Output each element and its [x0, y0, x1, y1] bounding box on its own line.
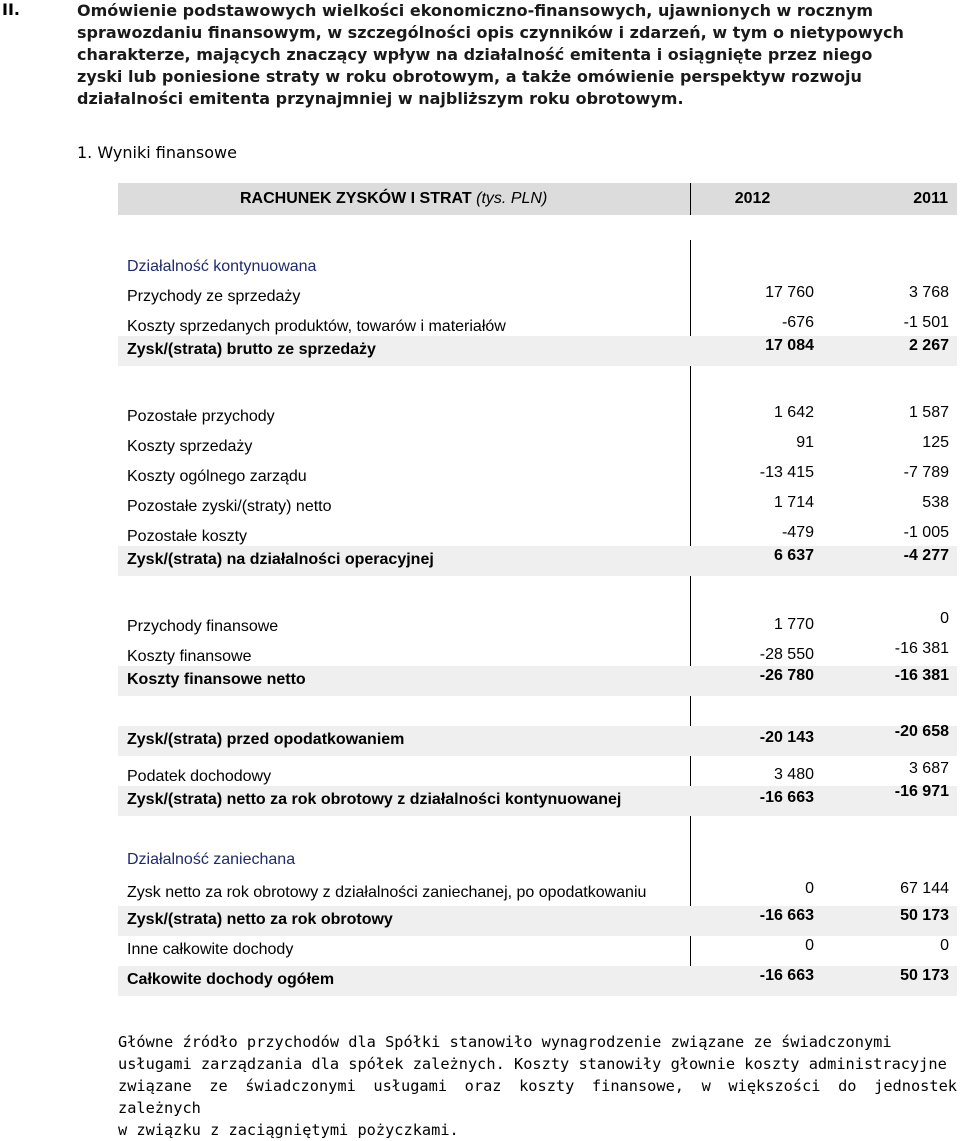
value-2012: -676	[781, 314, 814, 331]
column-divider	[690, 183, 691, 215]
value-2011: 0	[940, 610, 949, 627]
table-row	[118, 546, 957, 576]
row-label: Zysk/(strata) netto za rok obrotowy z działalności kontynuowanej	[127, 791, 622, 808]
value-2012: -16 663	[759, 907, 814, 924]
value-2011: 1 587	[908, 404, 949, 421]
value-2012: 6 637	[773, 547, 814, 564]
row-label: Zysk/(strata) netto za rok obrotowy	[127, 911, 393, 928]
paragraph-line: w związku z zaciągniętymi pożyczkami.	[118, 1121, 459, 1139]
table-row	[118, 783, 957, 816]
table-row	[118, 493, 957, 523]
value-2011: 3 768	[908, 284, 949, 301]
row-label: Pozostałe koszty	[127, 528, 248, 545]
value-2012: 0	[805, 880, 814, 897]
paragraph-line: związane ze świadczonymi usługami oraz koszty finansowe, w większości do jednostek zależnych	[118, 1077, 957, 1117]
heading-line: charakterze, mających znaczący wpływ na działalność emitenta i osiągnięte przez niego	[77, 45, 873, 64]
heading-line: Omówienie podstawowych wielkości ekonomiczno-finansowych, ujawnionych w rocznym	[77, 1, 874, 20]
row-label: Całkowite dochody ogółem	[127, 971, 335, 988]
row-label: Koszty finansowe	[127, 648, 252, 665]
value-2011: 2 267	[908, 337, 949, 354]
table-unit: (tys. PLN)	[476, 190, 548, 207]
value-2012: 3 480	[773, 766, 814, 783]
row-label: Koszty ogólnego zarządu	[127, 468, 307, 485]
table-row	[118, 463, 957, 493]
row-label: Działalność kontynuowana	[127, 258, 317, 275]
value-2011: 50 173	[900, 967, 949, 984]
value-2011: -16 381	[894, 667, 949, 684]
heading-line: sprawozdaniu finansowym, w szczególności opis czynników i zdarzeń, w tym o nietypowych	[77, 23, 904, 42]
row-label: Koszty sprzedaży	[127, 438, 253, 455]
row-label: Zysk/(strata) na działalności operacyjnej	[127, 551, 434, 568]
value-2011: 0	[940, 937, 949, 954]
table-row	[118, 906, 957, 936]
row-label: Koszty finansowe netto	[127, 671, 306, 688]
row-label: Zysk netto za rok obrotowy z działalności zaniechanej, po opodatkowaniu	[127, 884, 647, 901]
row-label: Pozostałe przychody	[127, 408, 275, 425]
value-2011: -16 971	[894, 783, 949, 800]
heading-line: zyski lub poniesione straty w roku obrotowym, a także omówienie perspektyw rozwoju	[77, 67, 862, 86]
value-2012: -13 415	[759, 464, 814, 481]
value-2012: 1 770	[773, 616, 814, 633]
summary-paragraph	[118, 1031, 957, 1141]
value-2012: -20 143	[759, 729, 814, 746]
table-row	[118, 966, 957, 996]
value-2011: -4 277	[903, 547, 949, 564]
value-2012: -26 780	[759, 667, 814, 684]
table-row	[118, 403, 957, 433]
table-row	[118, 253, 957, 283]
table-row	[118, 610, 957, 643]
column-header-2012: 2012	[734, 190, 771, 207]
table-row	[118, 336, 957, 366]
table-row	[118, 433, 957, 463]
row-label: Inne całkowite dochody	[127, 941, 294, 958]
table-title-text: RACHUNEK ZYSKÓW I STRAT	[240, 190, 472, 207]
table-row	[118, 666, 957, 696]
value-2011: -20 658	[894, 723, 949, 740]
table-row	[118, 283, 957, 313]
row-label: Koszty sprzedanych produktów, towarów i materiałów	[127, 318, 506, 335]
value-2012: -16 663	[759, 789, 814, 806]
value-2011: 3 687	[908, 760, 949, 777]
value-2012: -28 550	[759, 646, 814, 663]
column-header-2011: 2011	[913, 190, 948, 207]
table-row	[118, 936, 957, 966]
value-2012: 0	[805, 937, 814, 954]
row-label: Zysk/(strata) przed opodatkowaniem	[127, 731, 405, 748]
paragraph-line: usługami zarządzania dla spółek zależnych. Koszty stanowiły głownie koszty administracyjne	[118, 1055, 947, 1073]
value-2012: 91	[796, 434, 814, 451]
row-label: Działalność zaniechana	[127, 851, 296, 868]
value-2012: -16 663	[759, 967, 814, 984]
heading-text	[77, 0, 957, 110]
value-2012: -479	[781, 524, 814, 541]
value-2011: 50 173	[900, 907, 949, 924]
row-label: Podatek dochodowy	[127, 768, 272, 785]
heading-line: działalności emitenta przynajmniej w najbliższym roku obrotowym.	[77, 89, 684, 108]
value-2011: -1 501	[903, 314, 949, 331]
table-row	[118, 723, 957, 756]
value-2012: 17 760	[765, 284, 814, 301]
heading-number: II.	[2, 0, 20, 19]
value-2011: 538	[922, 494, 949, 511]
table-row	[118, 879, 957, 909]
value-2011: 67 144	[900, 880, 949, 897]
row-label: Przychody finansowe	[127, 618, 279, 635]
value-2011: 125	[922, 434, 949, 451]
value-2011: -7 789	[903, 464, 949, 481]
value-2011: -16 381	[894, 640, 949, 657]
row-label: Zysk/(strata) brutto ze sprzedaży	[127, 341, 376, 358]
row-label: Pozostałe zyski/(straty) netto	[127, 498, 332, 515]
value-2012: 1 642	[773, 404, 814, 421]
row-label: Przychody ze sprzedaży	[127, 288, 301, 305]
table-row	[118, 846, 957, 876]
value-2011: -1 005	[903, 524, 949, 541]
income-statement-table	[118, 183, 957, 1021]
paragraph-line: Główne źródło przychodów dla Spółki stanowiło wynagrodzenie związane ze świadczonymi	[118, 1033, 892, 1051]
table-title	[240, 190, 547, 208]
section-title: 1. Wyniki finansowe	[77, 143, 237, 162]
value-2012: 17 084	[765, 337, 814, 354]
table-header	[118, 183, 957, 215]
value-2012: 1 714	[773, 494, 814, 511]
